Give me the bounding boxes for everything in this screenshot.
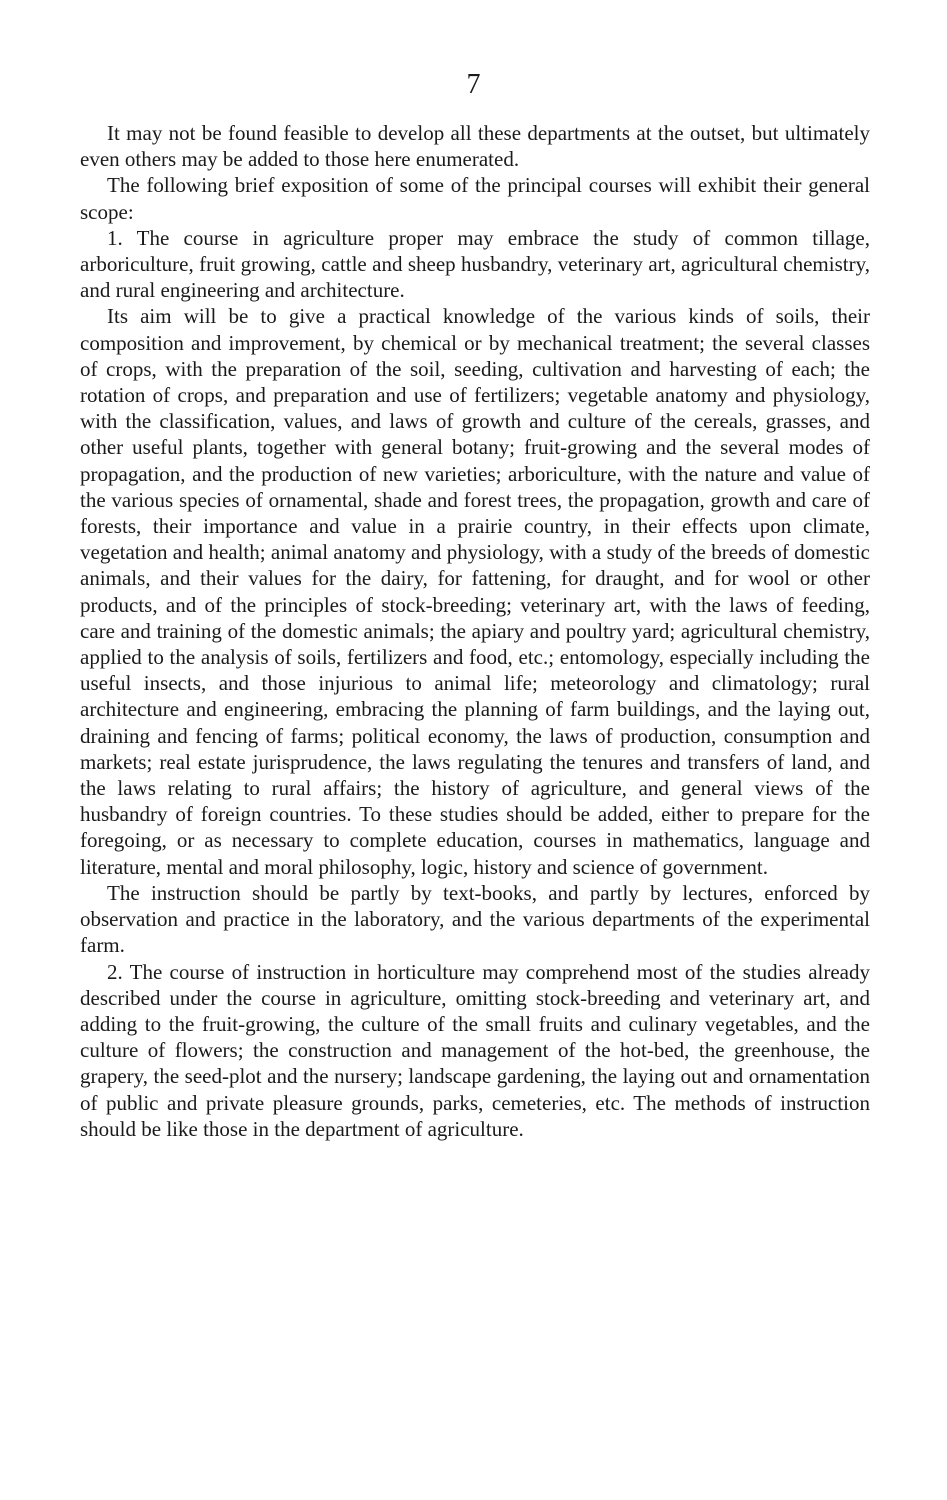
- paragraph-instruction: The instruction should be partly by text-books, and partly by lectures, enforced by observation and practice in the laboratory, and the various departments of the experimental farm.: [80, 880, 870, 958]
- body-text: [80, 120, 870, 1142]
- paragraph-agriculture-aim: Its aim will be to give a practical knowledge of the various kinds of soils, their composition and improvement, by chemical or by mechanical treatment; the several classes of crops, with the preparation of the soil, seeding, cultivation and harvesting of each; the rotation of crops, and preparation and use of fertilizers; vegetable anatomy and physiology, with the classification, values, and laws of growth and culture of the cereals, grasses, and other useful plants, together with general botany; fruit-growing and the several modes of propagation, and the production of new varieties; arboriculture, with the nature and value of the various species of ornamental, shade and forest trees, the propagation, growth and care of forests, their importance and value in a prairie country, in their effects upon climate, vegetation and health; animal anatomy and physiology, with a study of the breeds of domestic animals, and their values for the dairy, for fattening, for draught, and for wool or other products, and of the principles of stock-breeding; veterinary art, with the laws of feeding, care and training of the domestic animals; the apiary and poultry yard; agricultural chemistry, applied to the analysis of soils, fertilizers and food, etc.; entomology, especially including the useful insects, and those injurious to animal life; meteorology and climatology; rural architecture and engineering, embracing the planning of farm buildings, and the laying out, draining and fencing of farms; political economy, the laws of production, consumption and markets; real estate jurisprudence, the laws regulating the tenures and transfers of land, and the laws relating to rural affairs; the history of agriculture, and general views of the husbandry of foreign countries. To these studies should be added, either to prepare for the foregoing, or as necessary to complete education, courses in mathematics, language and literature, mental and moral philosophy, logic, history and science of government.: [80, 304, 870, 879]
- paragraph-exposition: The following brief exposition of some of the principal courses will exhibit their general scope:: [80, 173, 870, 224]
- page-number: 7: [466, 69, 481, 100]
- paragraph-agriculture-course: 1. The course in agriculture proper may embrace the study of common tillage, arboriculture, fruit growing, cattle and sheep husbandry, veterinary art, agricultural chemistry, and rural engineering and architecture.: [80, 225, 870, 303]
- paragraph-horticulture-course: 2. The course of instruction in horticulture may comprehend most of the studies already described under the course in agriculture, omitting stock-breeding and veterinary art, and adding to the fruit-growing, the culture of the small fruits and culinary vegetables, and the culture of flowers; the construction and management of the hot-bed, the greenhouse, the grapery, the seed-plot and the nursery; landscape gardening, the laying out and ornamentation of public and private pleasure grounds, parks, cemeteries, etc. The methods of instruction should be like those in the department of agriculture.: [80, 959, 870, 1141]
- paragraph-intro: It may not be found feasible to develop all these departments at the outset, but ultimately even others may be added to those here enumerated.: [80, 121, 870, 172]
